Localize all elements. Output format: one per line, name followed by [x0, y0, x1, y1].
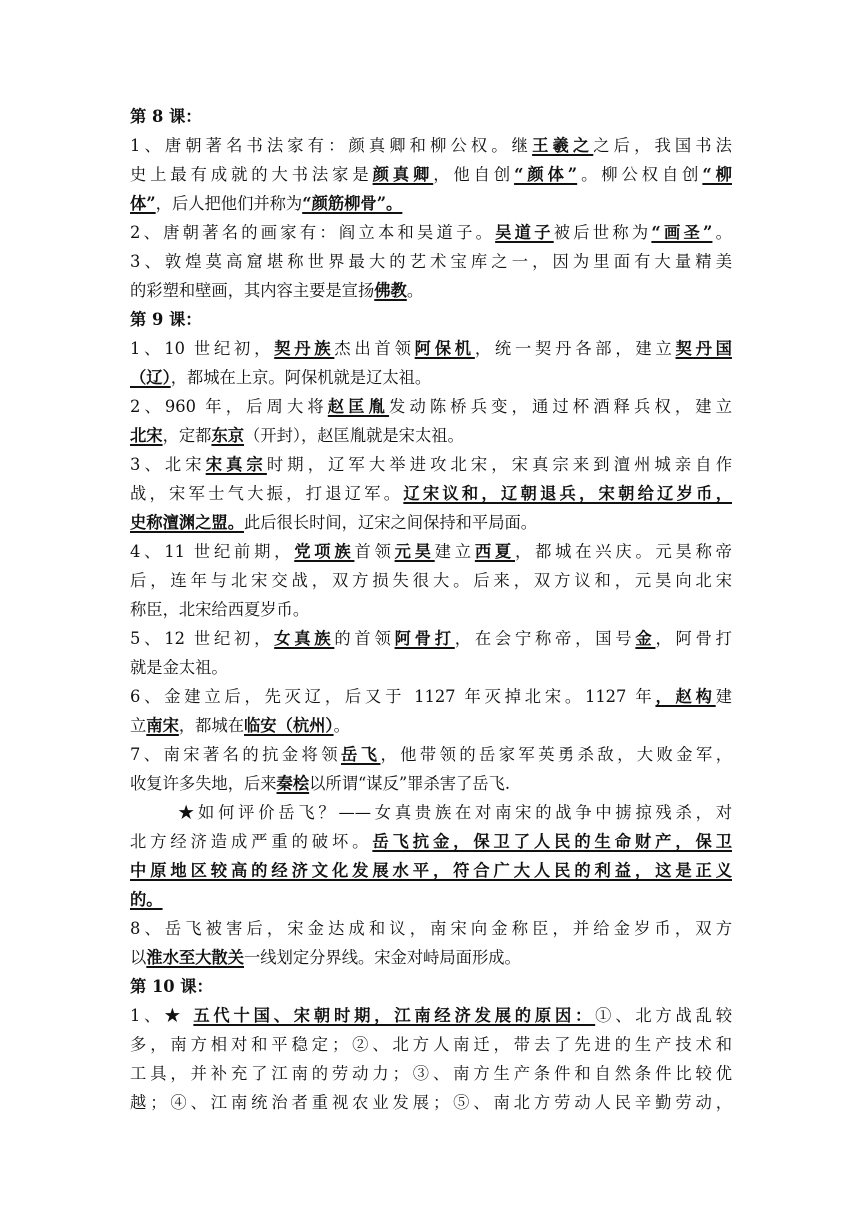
- text-run: 建: [715, 687, 732, 706]
- emphasized-text: 五代十国、宋朝时期，江南经济发展的原因：: [193, 1006, 596, 1025]
- paragraph-line: [130, 914, 732, 943]
- text-run: 。: [333, 716, 350, 735]
- paragraph-line: [130, 189, 732, 218]
- text-run: 3、敦煌莫高窟堪称世界最大的艺术宝库之一，因为里面有大量精美: [130, 252, 732, 271]
- text-run: 。: [712, 223, 732, 242]
- emphasized-text: 阿保机: [414, 339, 475, 358]
- text-run: 8、岳飞被害后，宋金达成和议，南宋向金称臣，并给金岁币，双方: [130, 919, 732, 938]
- text-run: 此后很长时间，辽宋之间保持和平局面。: [243, 513, 538, 532]
- paragraph-line: [130, 160, 732, 189]
- text-run: 多，南方相对和平稳定；②、北方人南迁，带去了先进的生产技术和: [130, 1035, 732, 1054]
- text-run: 1、10 世纪初，: [130, 339, 275, 358]
- text-run: ，都城在兴庆。元昊称帝: [515, 542, 732, 561]
- text-run: 的首领: [334, 629, 395, 648]
- paragraph-line: [130, 450, 732, 479]
- text-run: 5、12 世纪初，: [130, 629, 275, 648]
- emphasized-text: 吴道子: [495, 223, 554, 242]
- emphasized-text: “画圣”: [651, 223, 713, 242]
- heading-lesson-9: [130, 305, 732, 334]
- text-run: 发动陈桥兵变，通过杯酒释兵权，建立: [389, 397, 732, 416]
- paragraph-line: [130, 1001, 732, 1030]
- text-run: 2、960 年，后周大将: [130, 397, 328, 416]
- emphasized-text: 阿骨打: [394, 629, 455, 648]
- text-run: 3、北宋: [130, 455, 206, 474]
- emphasized-text: 体”: [130, 194, 156, 213]
- paragraph-line: [130, 711, 732, 740]
- paragraph-line: [130, 1030, 732, 1059]
- text-run: ，阿骨打: [655, 629, 732, 648]
- text-run: 之后，我国书法: [593, 136, 732, 155]
- paragraph-line: [130, 653, 732, 682]
- text-run: 时期，辽军大举进攻北宋，宋真宗来到澶州城亲自作: [266, 455, 732, 474]
- text-run: 被后世称为: [553, 223, 652, 242]
- emphasized-text: 宋真宗: [205, 455, 267, 474]
- emphasized-text: 颜真卿: [372, 165, 434, 184]
- paragraph-line: [130, 479, 732, 508]
- paragraph-line: [130, 566, 732, 595]
- emphasized-text: 秦桧: [276, 774, 310, 793]
- emphasized-text: 中原地区较高的经济文化发展水平，符合广大人民的利益，这是正义: [130, 861, 732, 880]
- text-run: 首领: [354, 542, 395, 561]
- emphasized-text: 契丹族: [274, 339, 335, 358]
- text-run: ，在会宁称帝，国号: [454, 629, 636, 648]
- text-run: 越；④、江南统治者重视农业发展；⑤、南北方劳动人民辛勤劳动，: [130, 1093, 732, 1112]
- paragraph-line: [130, 856, 732, 885]
- paragraph-line: [130, 508, 732, 537]
- text-run: （开封），赵匡胤就是宋太祖。: [244, 426, 464, 445]
- paragraph-line: [130, 276, 732, 305]
- heading-lesson-8: [130, 102, 732, 131]
- text-run: 。柳公权自创: [577, 165, 703, 184]
- text-run: 后，连年与北宋交战，双方损失很大。后来，双方议和，元昊向北宋: [130, 571, 732, 590]
- emphasized-text: “柳: [702, 165, 732, 184]
- paragraph-line: [130, 421, 732, 450]
- paragraph-line: [130, 218, 732, 247]
- emphasized-text: 佛教: [374, 281, 407, 300]
- text-run: 第 10 课：: [130, 977, 213, 996]
- emphasized-text: 女真族: [274, 629, 335, 648]
- text-run: 史上最有成就的大书法家是: [130, 165, 373, 184]
- text-run: 建立: [434, 542, 475, 561]
- text-run: 2、唐朝著名的画家有：阎立本和吴道子。: [130, 223, 496, 242]
- text-run: 1、唐朝著名书法家有：颜真卿和柳公权。继: [130, 136, 533, 155]
- document-page: [130, 102, 732, 1117]
- emphasized-text: 金: [635, 629, 656, 648]
- emphasized-text: 辽宋议和，辽朝退兵，宋朝给辽岁币，: [403, 484, 732, 503]
- emphasized-text: “颜筋柳骨”。: [302, 194, 403, 213]
- text-run: 以所谓“谋反”罪杀害了岳飞.: [309, 774, 511, 793]
- text-run: ，他自创: [433, 165, 515, 184]
- text-run: ，都城在上京。阿保机就是辽太祖。: [170, 368, 432, 387]
- paragraph-line: [130, 1088, 732, 1117]
- text-run: 收复许多失地，后来: [130, 774, 277, 793]
- paragraph-line: [130, 392, 732, 421]
- emphasized-text: 元昊: [394, 542, 435, 561]
- text-run: ，后人把他们并称为: [155, 194, 303, 213]
- emphasized-text: 岳飞抗金，保卫了人民的生命财产，保卫: [372, 832, 732, 851]
- text-run: 立: [130, 716, 147, 735]
- emphasized-text: “颜体”: [514, 165, 578, 184]
- emphasized-text: 淮水至大散关: [146, 948, 244, 967]
- text-run: ①、北方战乱较: [595, 1006, 732, 1025]
- emphasized-text: 南宋: [146, 716, 179, 735]
- text-run: 7、南宋著名的抗金将领: [130, 745, 341, 764]
- paragraph-line: [130, 885, 732, 914]
- emphasized-text: 临安（杭州）: [244, 716, 334, 735]
- emphasized-text: 北宋: [130, 426, 163, 445]
- emphasized-text: 西夏: [474, 542, 515, 561]
- text-run: 4、11 世纪前期，: [130, 542, 295, 561]
- paragraph-line: [130, 682, 732, 711]
- text-run: ，定都: [162, 426, 212, 445]
- text-run: 1、★: [130, 1006, 194, 1025]
- text-run: 第 9 课：: [130, 310, 202, 329]
- emphasized-text: 赵匡胤: [327, 397, 390, 416]
- text-run: 的彩塑和壁画，其内容主要是宣扬: [130, 281, 375, 300]
- paragraph-line: [130, 595, 732, 624]
- text-run: 就是金太祖。: [130, 658, 228, 677]
- text-run: 战，宋军士气大振，打退辽军。: [130, 484, 404, 503]
- paragraph-line: [130, 363, 732, 392]
- text-run: ★如何评价岳飞？——女真贵族在对南宋的战争中掳掠残杀，对: [178, 803, 732, 822]
- text-run: 第 8 课：: [130, 107, 202, 126]
- text-run: ，统一契丹各部，建立: [474, 339, 676, 358]
- paragraph-line: [130, 943, 732, 972]
- paragraph-line: [130, 334, 732, 363]
- emphasized-text: 东京: [211, 426, 245, 445]
- text-run: ，都城在: [178, 716, 245, 735]
- emphasized-text: 契丹国: [675, 339, 732, 358]
- paragraph-line: [130, 624, 732, 653]
- emphasized-text: 史称澶渊之盟。: [130, 513, 244, 532]
- text-run: 杰出首领: [334, 339, 415, 358]
- text-run: 工具，并补充了江南的劳动力；③、南方生产条件和自然条件比较优: [130, 1064, 732, 1083]
- text-run: 称臣，北宋给西夏岁币。: [130, 600, 310, 619]
- text-run: 6、金建立后，先灭辽，后又于 1127 年灭掉北宋。1127 年: [130, 687, 656, 706]
- text-run: 北方经济造成严重的破坏。: [130, 832, 373, 851]
- text-run: ，他带领的岳家军英勇杀敌，大败金军，: [380, 745, 732, 764]
- emphasized-text: 王羲之: [532, 136, 594, 155]
- paragraph-line: [130, 827, 732, 856]
- paragraph-line: [130, 131, 732, 160]
- emphasized-text: ，赵构: [655, 687, 716, 706]
- heading-lesson-10: [130, 972, 732, 1001]
- text-run: 一线划定分界线。宋金对峙局面形成。: [244, 948, 521, 967]
- paragraph-line: [130, 740, 732, 769]
- emphasized-text: （辽）: [130, 368, 171, 387]
- text-run: 。: [406, 281, 424, 300]
- paragraph-line: [130, 537, 732, 566]
- text-run: 以: [130, 948, 147, 967]
- emphasized-text: 的。: [130, 890, 163, 909]
- paragraph-line: [130, 769, 732, 798]
- paragraph-line: [130, 798, 732, 827]
- emphasized-text: 党项族: [294, 542, 355, 561]
- paragraph-line: [130, 1059, 732, 1088]
- emphasized-text: 岳飞: [341, 745, 381, 764]
- paragraph-line: [130, 247, 732, 276]
